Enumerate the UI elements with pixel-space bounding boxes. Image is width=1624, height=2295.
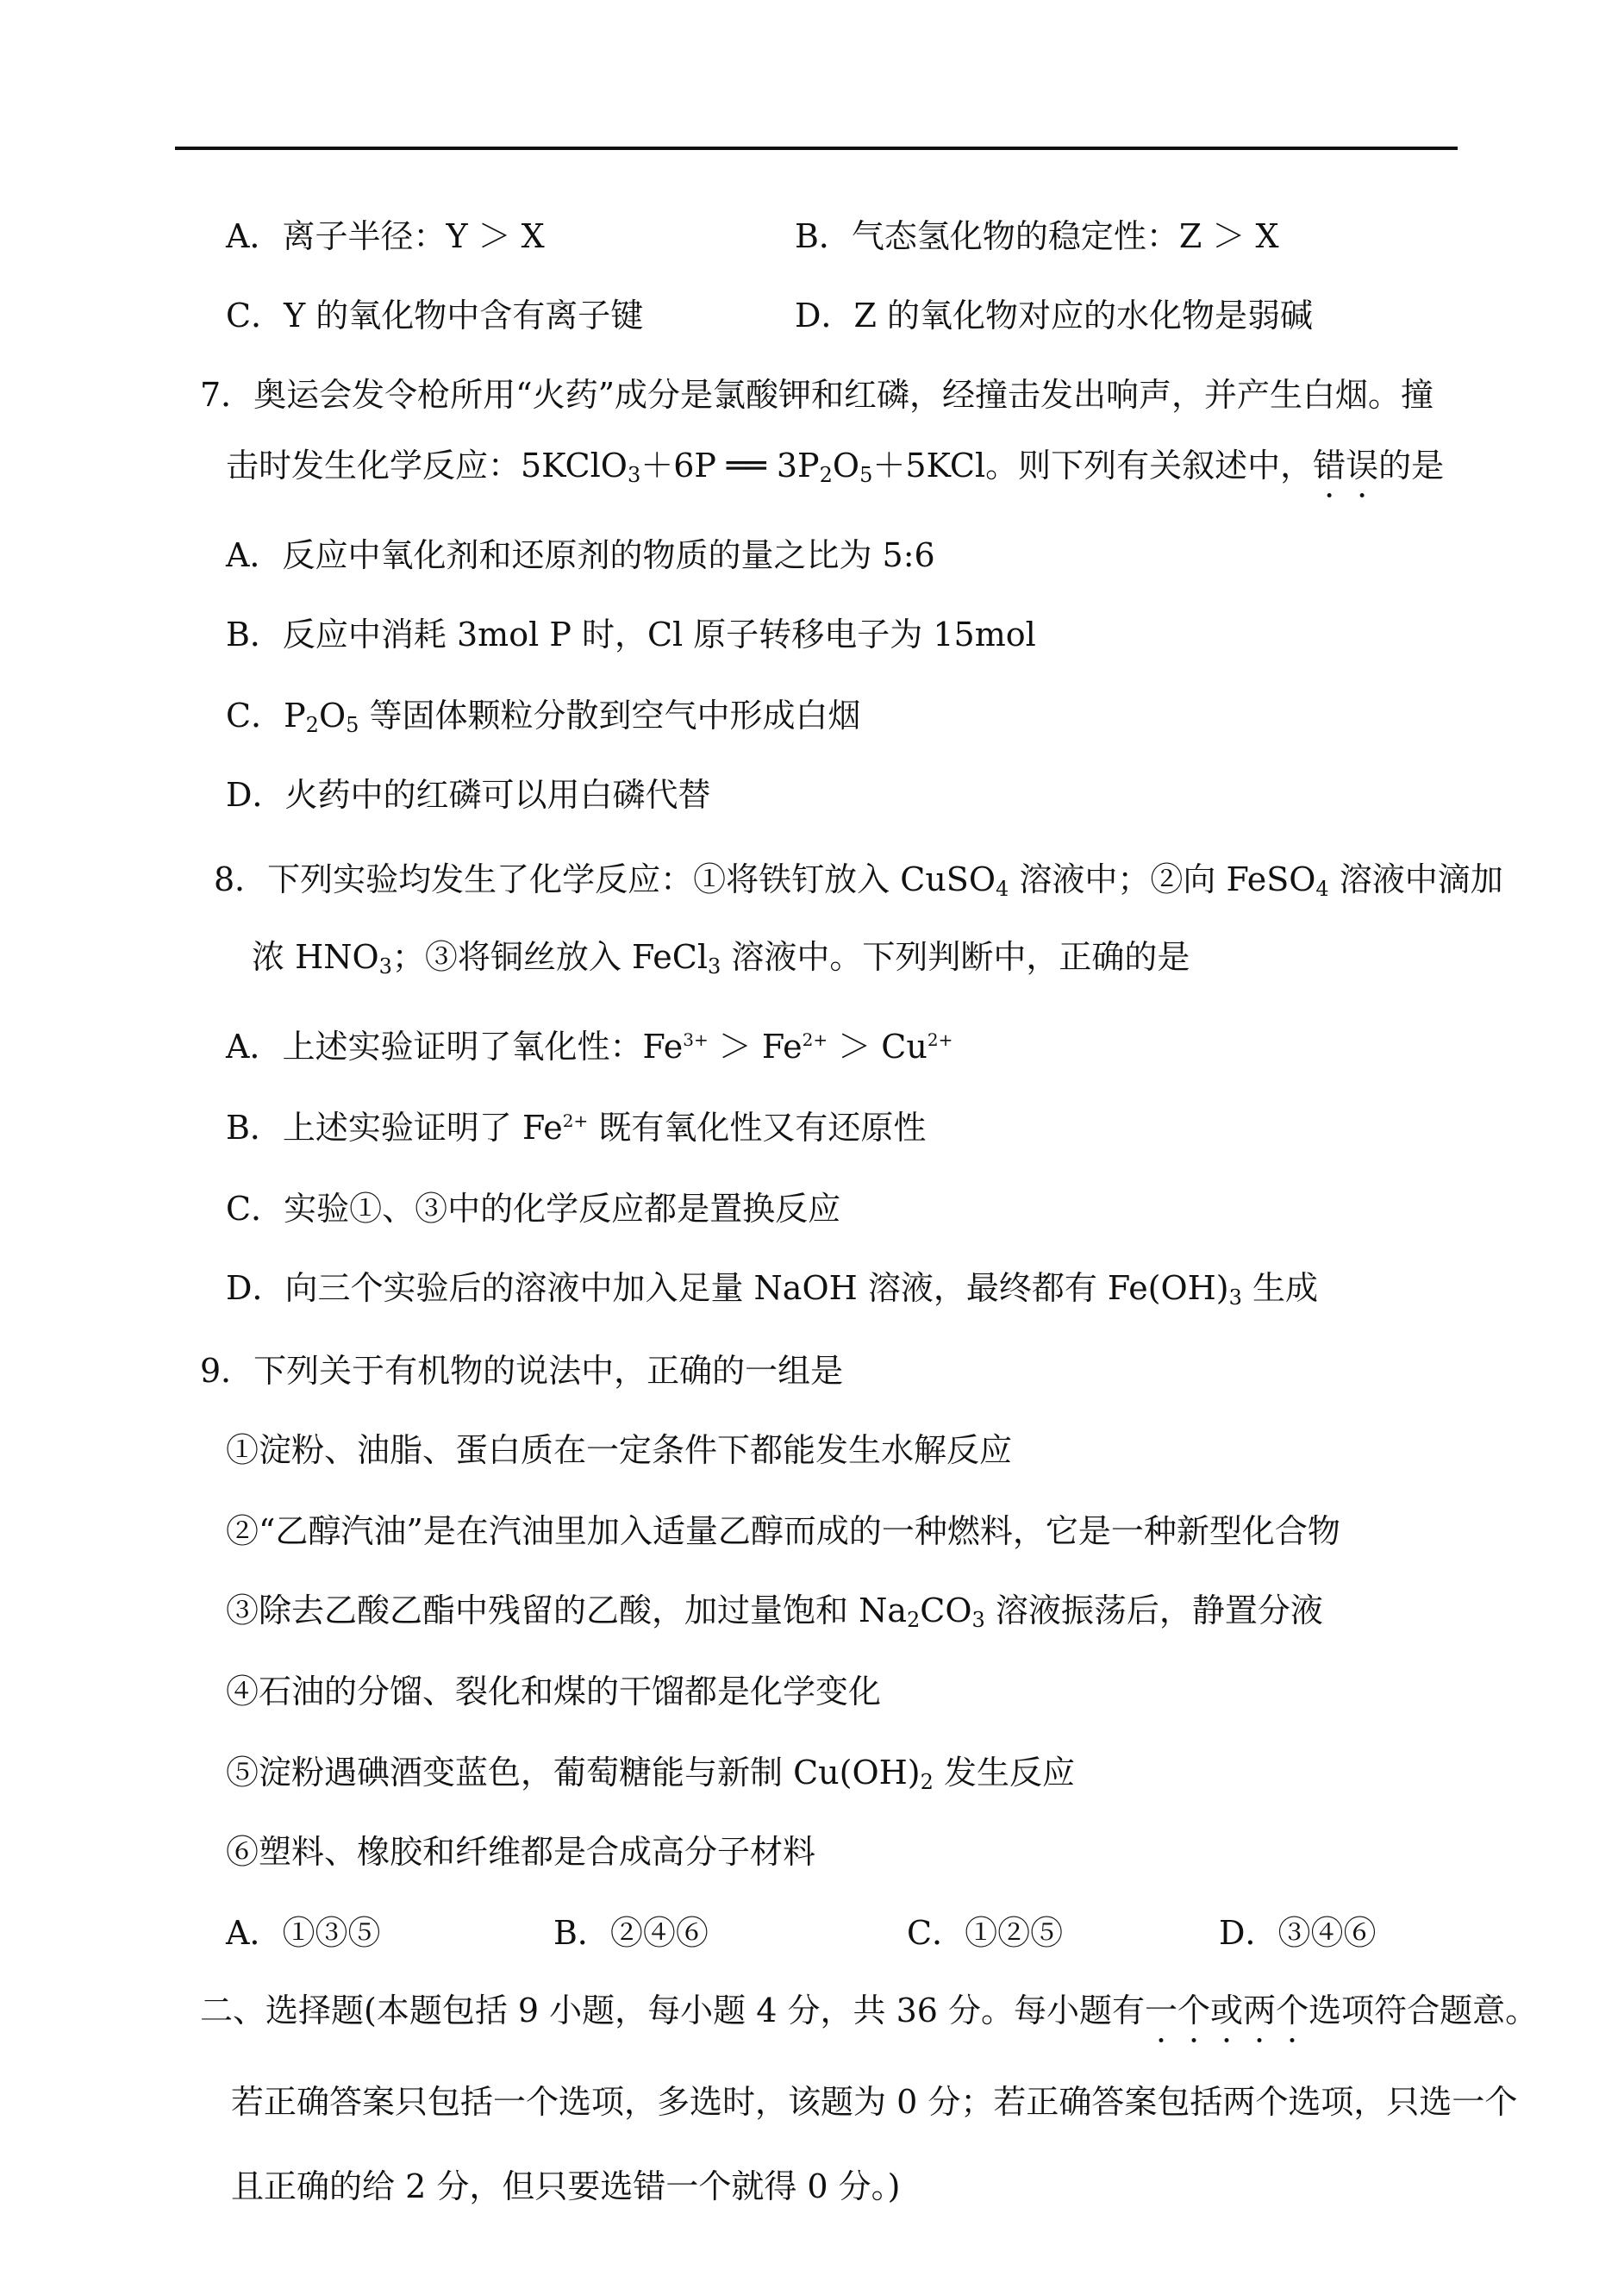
q9-item-1: ①淀粉、油脂、蛋白质在一定条件下都能发生水解反应	[226, 1431, 1013, 1469]
q6-option-b: B．气态氢化物的稳定性：Z ＞ X	[795, 217, 1279, 255]
q7-option-b: B．反应中消耗 3mol P 时，Cl 原子转移电子为 15mol	[226, 616, 1036, 653]
q6-option-a: A．离子半径：Y ＞ X	[226, 217, 545, 255]
section2-line2: 若正确答案只包括一个选项，多选时，该题为 0 分；若正确答案包括两个选项，只选一个	[231, 2083, 1518, 2121]
q9-stem: 9．下列关于有机物的说法中，正确的一组是	[200, 1352, 844, 1390]
q6-option-c: C．Y 的氧化物中含有离子键	[226, 297, 644, 335]
q7-stem-line1: 7．奥运会发令枪所用“火药”成分是氯酸钾和红磷，经撞击发出响声，并产生白烟。撞	[200, 376, 1434, 414]
q7-option-d: D．火药中的红磷可以用白磷代替	[226, 776, 711, 814]
q8-option-c: C．实验①、③中的化学反应都是置换反应	[226, 1190, 841, 1228]
q8-option-a: A．上述实验证明了氧化性：$Fe^{3+} > Fe^{2+} > Cu^{2+}$	[226, 1028, 953, 1066]
q9-option-d: D．③④⑥	[1219, 1914, 1377, 1952]
q9-item-3: ③除去乙酸乙酯中残留的乙酸，加过量饱和 $Na_2CO_3$ 溶液振荡后，静置分液	[226, 1591, 1323, 1632]
q8-stem-line1: 8．下列实验均发生了化学反应：①将铁钉放入 CuSO$_4$ 溶液中；②向 FeSO$_4$ 溶液中滴加	[214, 860, 1503, 901]
q8-option-b: B．上述实验证明了 $Fe^{2+}$ 既有氧化性又有还原性	[226, 1109, 927, 1147]
header-rule	[175, 147, 1458, 150]
q9-option-a: A．①③⑤	[226, 1914, 381, 1952]
q8-option-d: D．向三个实验后的溶液中加入足量 NaOH 溶液，最终都有 $Fe(OH)_3$ 生成	[226, 1269, 1318, 1310]
section2-emphasis: 一个或两个	[1145, 1992, 1309, 2029]
q9-item-4: ④石油的分馏、裂化和煤的干馏都是化学变化	[226, 1673, 882, 1710]
q9-option-b: B．②④⑥	[553, 1914, 709, 1952]
q9-item-2: ②“乙醇汽油”是在汽油里加入适量乙醇而成的一种燃料，它是一种新型化合物	[226, 1512, 1340, 1550]
q6-option-d: D．Z 的氧化物对应的水化物是弱碱	[795, 297, 1313, 335]
q7-option-a: A．反应中氧化剂和还原剂的物质的量之比为 5:6	[226, 536, 935, 574]
q7-stem-line2: 击时发生化学反应：5KClO$_3$＋6P ══ $3P_2O_5+5KCl$。则下列有关叙述中，错误的是	[226, 447, 1445, 487]
section2-line1: 二、选择题(本题包括 9 小题，每小题 4 分，共 36 分。每小题有一个或两个选项符合题意。	[200, 1992, 1539, 2029]
section2-line3: 且正确的给 2 分，但只要选错一个就得 0 分。)	[231, 2167, 901, 2205]
q8-stem-line2: 浓 $HNO_3$；③将铜丝放入 FeCl$_3$ 溶液中。下列判断中，正确的是	[252, 938, 1190, 979]
q7-option-c: C．$P_2O_5$ 等固体颗粒分散到空气中形成白烟	[226, 697, 861, 737]
emphasis-mark: 错误	[1313, 447, 1379, 485]
q9-item-6: ⑥塑料、橡胶和纤维都是合成高分子材料	[226, 1833, 816, 1871]
q9-item-5: ⑤淀粉遇碘酒变蓝色，葡萄糖能与新制 $Cu(OH)_2$ 发生反应	[226, 1754, 1075, 1794]
q9-option-c: C．①②⑤	[907, 1914, 1064, 1952]
